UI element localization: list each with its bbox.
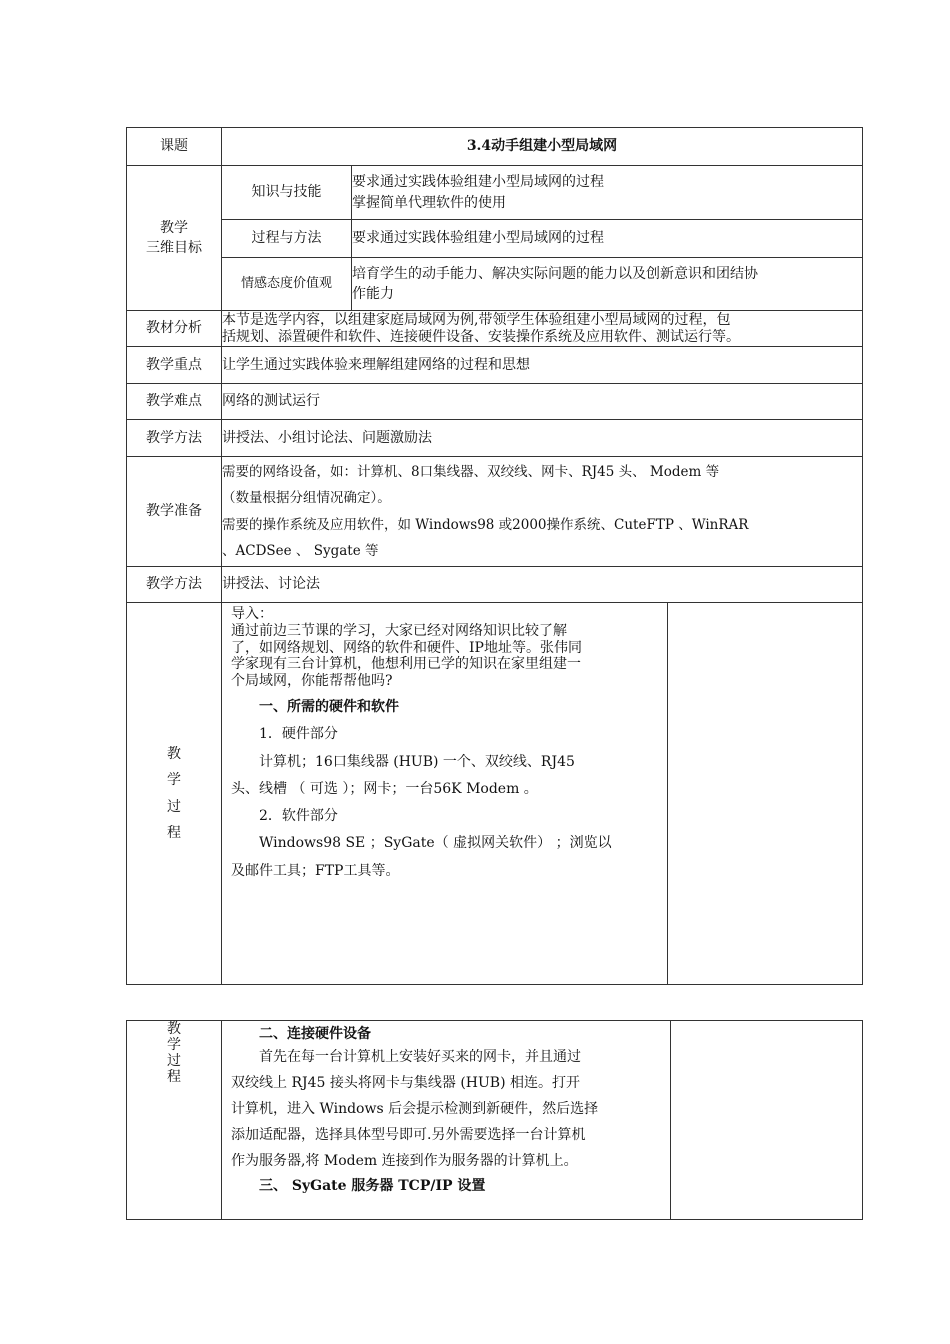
process-notes-cell [668,603,863,985]
process-label-char: 学 [167,1037,181,1054]
goals-label-line1: 教学 [160,219,188,236]
row-text-line: 网络的测试运行 [222,393,320,410]
process-notes-cell-2 [671,1021,863,1220]
intro-block [231,606,659,690]
software-subheading: 2．软件部分 [259,808,338,825]
process-label-char: 程 [167,824,181,841]
row-text-material-analysis [222,311,863,347]
goal-text-attitude [352,258,863,311]
process-label-char: 教 [167,745,181,762]
row-label-material-analysis: 教材分析 [127,311,222,347]
goal-text-line: 要求通过实践体验组建小型局域网的过程 [352,230,604,247]
lesson-plan-table [126,127,863,985]
topic-title: 3.4动手组建小型局域网 [222,128,863,166]
row-text-line: 讲授法、讨论法 [222,576,320,593]
row-label-methods-2: 教学方法 [127,567,222,603]
intro-line: 学家现有三台计算机，他想利用已学的知识在家里组建一 [231,656,581,673]
row-text-line: 需要的操作系统及应用软件，如 Windows98 或2000操作系统、CuteFTP 、WinRAR [222,516,749,533]
process-content [222,603,668,985]
row-text-methods-2 [222,567,863,603]
lesson-plan-table-continued [126,1020,863,1220]
process-label-char: 教 [167,1021,181,1037]
row-label-methods: 教学方法 [127,420,222,457]
goal-text-line: 掌握简单代理软件的使用 [352,194,506,211]
software-line-1: Windows98 SE ；SyGate（ 虚拟网关软件） ；浏览以 [259,835,612,852]
row-text-difficulties [222,384,863,420]
row-text-line: 让学生通过实践体验来理解组建网络的过程和思想 [222,356,530,373]
goals-label [127,166,222,311]
row-text-line: （数量根据分组情况确定）。 [222,490,391,507]
goal-name-knowledge: 知识与技能 [222,166,352,220]
row-text-line: 括规划、添置硬件和软件、连接硬件设备、安装操作系统及应用软件、测试运行等。 [222,328,740,345]
goal-name-attitude: 情感态度价值观 [222,258,352,311]
process-label-char: 过 [167,1053,181,1070]
goal-text-line: 培育学生的动手能力、解决实际问题的能力以及创新意识和团结协 [352,265,758,282]
hardware-line-1: 计算机；16口集线器 (HUB) 一个、双绞线、RJ45 [259,753,575,770]
row-text-line: 、ACDSee 、 Sygate 等 [222,542,379,559]
process-label [127,603,222,985]
intro-line: 个局域网，你能帮帮他吗? [231,673,393,690]
process-label-char: 学 [167,772,181,789]
section-heading-2: 二、连接硬件设备 [259,1026,371,1042]
process-label-char: 过 [167,798,181,815]
row-text-line: 讲授法、小组讨论法、问题激励法 [222,429,432,446]
row-text-methods [222,420,863,457]
goals-label-line2: 三维目标 [146,240,202,256]
row-text-line: 需要的网络设备，如：计算机、8口集线器、双绞线、网卡、RJ45 头、 Modem 等 [222,463,720,480]
hardware-connect-line: 作为服务器,将 Modem 连接到作为服务器的计算机上。 [231,1152,578,1169]
hardware-line-2: 头、线槽 （ 可选 ）；网卡；一台56K Modem 。 [231,780,538,797]
process-content-2 [222,1021,671,1220]
goal-text-line: 作能力 [352,286,394,302]
section-heading-3: 三、 SyGate 服务器 TCP/IP 设置 [259,1177,486,1194]
goal-text-knowledge [352,166,863,220]
goal-text-line: 要求通过实践体验组建小型局域网的过程 [352,174,604,191]
hardware-connect-line: 添加适配器，选择具体型号即可.另外需要选择一台计算机 [231,1127,586,1144]
intro-line: 导入： [231,606,273,622]
row-label-preparation: 教学准备 [127,457,222,567]
process-label-char: 程 [167,1069,181,1086]
row-text-line: 本节是选学内容，以组建家庭局域网为例,带领学生体验组建小型局域网的过程，包 [222,312,731,329]
intro-line: 了，如网络规划、网络的软件和硬件、IP地址等。张伟同 [231,639,582,656]
process-label-2 [127,1021,222,1220]
topic-label: 课题 [127,128,222,166]
hardware-connect-line: 双绞线上 RJ45 接头将网卡与集线器 (HUB) 相连。打开 [231,1075,580,1092]
software-line-2: 及邮件工具；FTP工具等。 [231,862,400,879]
section-heading-1: 一、所需的硬件和软件 [259,698,399,715]
row-text-preparation [222,457,863,567]
intro-line: 通过前边三节课的学习，大家已经对网络知识比较了解 [231,622,567,639]
row-label-key-points: 教学重点 [127,347,222,384]
row-text-key-points [222,347,863,384]
hardware-connect-line: 首先在每一台计算机上安装好买来的网卡，并且通过 [259,1049,581,1066]
goal-text-process [352,220,863,258]
hardware-connect-line: 计算机，进入 Windows 后会提示检测到新硬件，然后选择 [231,1101,599,1118]
hardware-subheading: 1．硬件部分 [259,726,338,743]
row-label-difficulties: 教学难点 [127,384,222,420]
goal-name-process: 过程与方法 [222,220,352,258]
